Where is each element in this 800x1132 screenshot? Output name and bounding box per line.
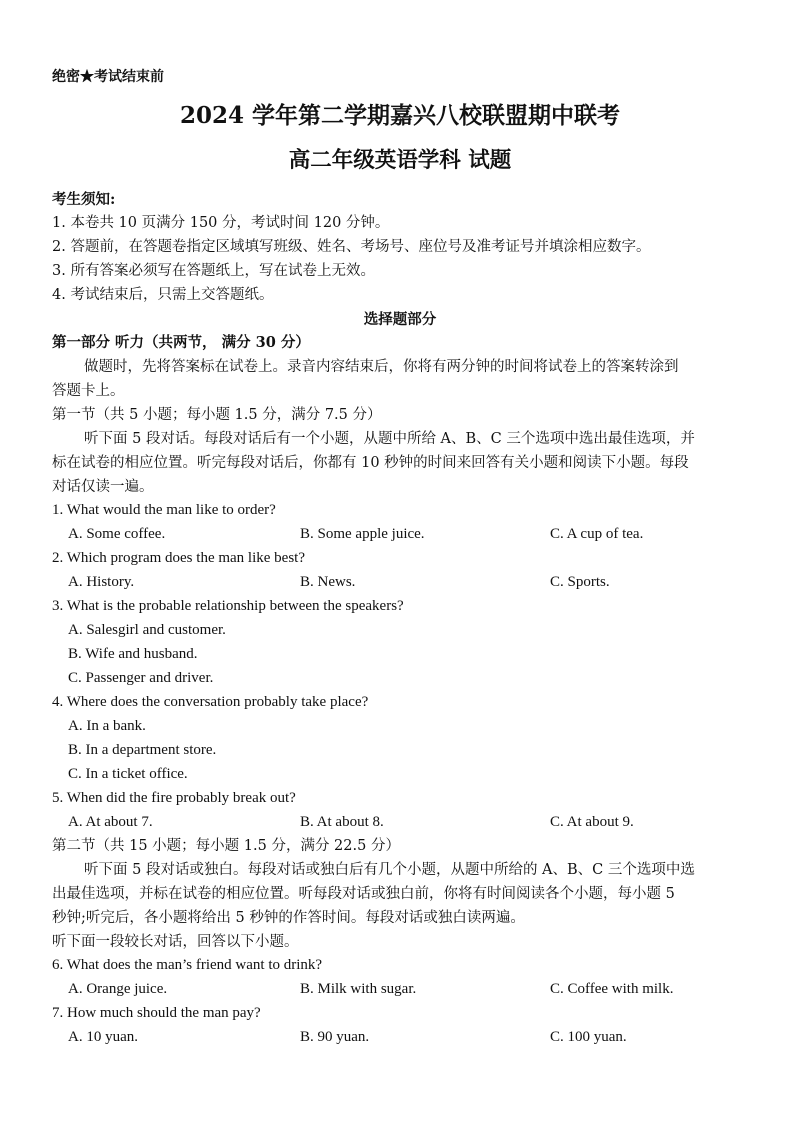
option-a: A. Some coffee. xyxy=(68,526,166,542)
option-b: B. Some apple juice. xyxy=(300,526,425,542)
question-stem: 5. When did the fire probably break out? xyxy=(52,790,296,806)
exam-subtitle: 高二年级英语学科 试题 xyxy=(288,148,512,173)
notice-item: 4. 考试结束后，只需上交答题纸。 xyxy=(52,287,274,303)
option-b: B. Milk with sugar. xyxy=(300,981,417,997)
question-stem: 1. What would the man like to order? xyxy=(52,502,276,518)
option-c: C. A cup of tea. xyxy=(550,526,644,542)
option-a: A. Orange juice. xyxy=(68,981,168,997)
option-c: C. In a ticket office. xyxy=(68,766,188,782)
option-b: B. At about 8. xyxy=(300,814,384,830)
notice-item: 1. 本卷共 10 页满分 150 分，考试时间 120 分钟。 xyxy=(52,215,390,231)
option-b: B. News. xyxy=(300,574,356,590)
section1-heading: 第一节（共 5 小题；每小题 1.5 分，满分 7.5 分） xyxy=(52,407,382,423)
section-heading: 选择题部分 xyxy=(363,311,437,328)
part1-intro-line: 答题卡上。 xyxy=(52,383,125,399)
option-c: C. Sports. xyxy=(550,574,610,590)
question-stem: 4. Where does the conversation probably take place? xyxy=(52,694,369,710)
section2-instruction-line: 出最佳选项，并标在试卷的相应位置。听每段对话或独白前，你将有时间阅读各个小题，每小题 5 xyxy=(52,886,675,902)
option-a: A. In a bank. xyxy=(68,718,146,734)
section2-sub-intro: 听下面一段较长对话，回答以下小题。 xyxy=(52,934,299,950)
notice-item: 2. 答题前，在答题卷指定区域填写班级、姓名、考场号、座位号及准考证号并填涂相应数字。 xyxy=(52,239,651,255)
question-stem: 2. Which program does the man like best? xyxy=(52,550,305,566)
section1-instruction-line: 标在试卷的相应位置。听完每段对话后，你都有 10 秒钟的时间来回答有关小题和阅读下小题。每段 xyxy=(52,455,689,471)
exam-title: 2024 学年第二学期嘉兴八校联盟期中联考 xyxy=(179,102,621,129)
question-stem: 3. What is the probable relationship between the speakers? xyxy=(52,598,404,614)
option-b: B. 90 yuan. xyxy=(300,1029,370,1045)
part1-heading: 第一部分 听力（共两节， 满分 30 分） xyxy=(52,334,310,351)
option-a: A. Salesgirl and customer. xyxy=(68,622,226,638)
section2-heading: 第二节（共 15 小题；每小题 1.5 分，满分 22.5 分） xyxy=(52,838,400,854)
option-a: A. History. xyxy=(68,574,135,590)
section1-instruction-line: 听下面 5 段对话。每段对话后有一个小题，从题中所给 A、B、C 三个选项中选出最佳选项，并 xyxy=(84,431,695,447)
section2-instruction-line: 秒钟;听完后，各小题将给出 5 秒钟的作答时间。每段对话或独白读两遍。 xyxy=(52,910,525,926)
section1-instruction-line: 对话仅读一遍。 xyxy=(52,479,154,495)
question-stem: 7. How much should the man pay? xyxy=(52,1005,261,1021)
option-a: A. At about 7. xyxy=(68,814,153,830)
option-a: A. 10 yuan. xyxy=(68,1029,138,1045)
question-stem: 6. What does the man’s friend want to drink? xyxy=(52,957,323,973)
notice-heading: 考生须知: xyxy=(52,191,116,208)
section2-instruction-line: 听下面 5 段对话或独白。每段对话或独白后有几个小题，从题中所给的 A、B、C 三个选项中选 xyxy=(84,862,695,878)
confidential-label: 绝密★考试结束前 xyxy=(52,69,164,85)
option-b: B. Wife and husband. xyxy=(68,646,198,662)
option-b: B. In a department store. xyxy=(68,742,217,758)
option-c: C. At about 9. xyxy=(550,814,634,830)
part1-intro-line: 做题时，先将答案标在试卷上。录音内容结束后，你将有两分钟的时间将试卷上的答案转涂到 xyxy=(84,359,679,375)
notice-item: 3. 所有答案必须写在答题纸上，写在试卷上无效。 xyxy=(52,263,375,279)
option-c: C. Passenger and driver. xyxy=(68,670,214,686)
option-c: C. 100 yuan. xyxy=(550,1029,627,1045)
option-c: C. Coffee with milk. xyxy=(550,981,674,997)
